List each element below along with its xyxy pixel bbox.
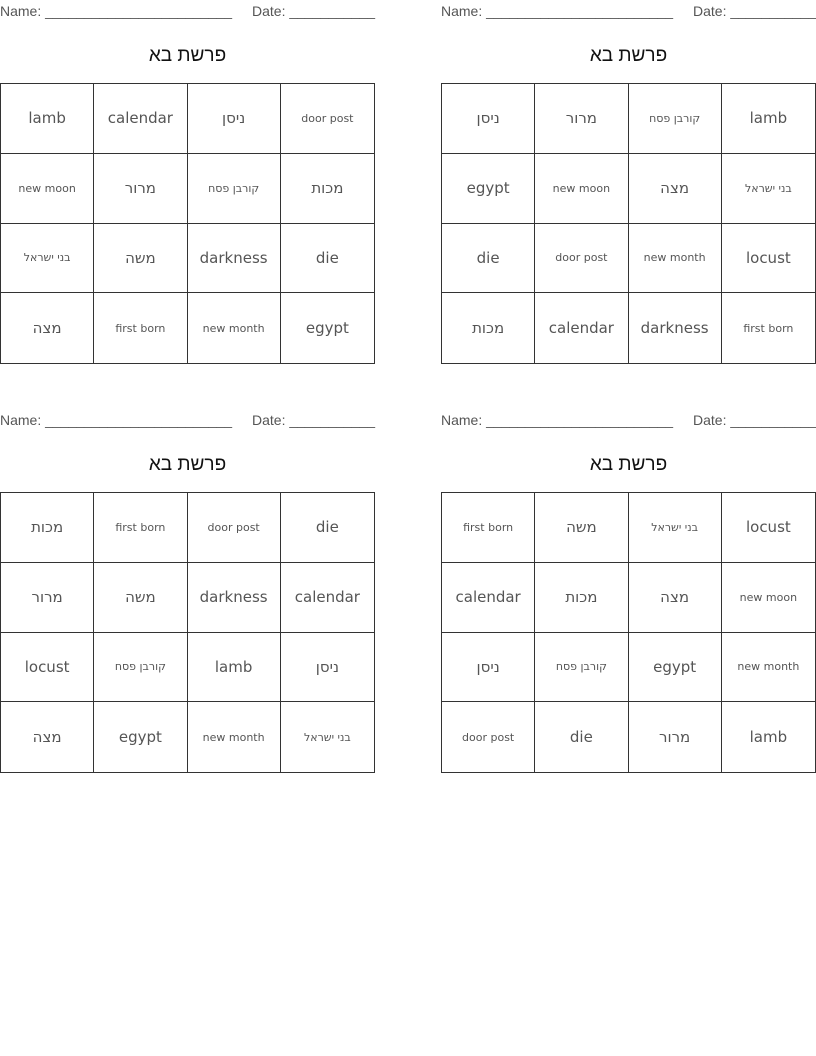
bingo-cell: locust	[722, 224, 815, 294]
bingo-cell: lamb	[722, 84, 815, 154]
card-title: פרשת בא	[148, 454, 227, 475]
bingo-cell: lamb	[188, 633, 281, 703]
bingo-cell: מרור	[535, 84, 628, 154]
bingo-cell: בני ישראל	[1, 224, 94, 294]
bingo-cell: first born	[743, 321, 794, 335]
bingo-cell: darkness	[629, 293, 722, 363]
bingo-cell: משה	[535, 493, 628, 563]
bingo-cell: darkness	[188, 224, 281, 294]
bingo-cell: calendar	[94, 84, 187, 154]
date-field-label: Date: ___________	[252, 412, 375, 428]
bingo-cell: new moon	[722, 563, 815, 633]
name-field-label: Name: ________________________	[0, 412, 232, 428]
bingo-cell: new moon	[535, 154, 628, 224]
bingo-cell: מצה	[1, 702, 94, 772]
bingo-cell: first born	[94, 493, 187, 563]
bingo-grid	[441, 83, 816, 364]
bingo-cell: קורבן פסח	[94, 633, 187, 703]
bingo-cell: ניסן	[281, 633, 374, 703]
bingo-grid	[0, 83, 375, 364]
bingo-cell: lamb	[1, 84, 94, 154]
bingo-cell: darkness	[188, 563, 281, 633]
bingo-cell: ניסן	[188, 84, 281, 154]
bingo-cell: new moon	[1, 154, 94, 224]
card-title: פרשת בא	[589, 45, 668, 66]
name-field-label: Name: ________________________	[441, 412, 673, 428]
name-field-label: Name: ________________________	[0, 3, 232, 19]
bingo-cell: egypt	[305, 319, 349, 338]
bingo-cell: מצה	[629, 563, 722, 633]
bingo-cell: משה	[94, 563, 187, 633]
bingo-cell: new month	[629, 224, 722, 294]
date-field-label: Date: ___________	[693, 412, 816, 428]
bingo-cell: lamb	[749, 728, 788, 747]
card-title: פרשת בא	[148, 45, 227, 66]
bingo-card-3	[0, 409, 375, 774]
bingo-cell: die	[281, 493, 374, 563]
bingo-cell: בני ישראל	[722, 154, 815, 224]
bingo-cell: locust	[722, 493, 815, 563]
bingo-cell: door post	[281, 84, 374, 154]
bingo-cell: die	[281, 224, 374, 294]
bingo-cell: משה	[94, 224, 187, 294]
name-field-label: Name: ________________________	[441, 3, 673, 19]
bingo-cell: egypt	[442, 154, 535, 224]
bingo-cell: קורבן פסח	[535, 633, 628, 703]
bingo-cell: calendar	[281, 563, 374, 633]
bingo-cell: קורבן פסח	[188, 154, 281, 224]
bingo-cell: door post	[535, 224, 628, 294]
bingo-cell: new month	[188, 293, 281, 363]
bingo-cell: door post	[188, 493, 281, 563]
bingo-cell: מרור	[94, 154, 187, 224]
bingo-cell: בני ישראל	[629, 493, 722, 563]
bingo-cell: first born	[94, 293, 187, 363]
bingo-cell: first born	[442, 493, 535, 563]
bingo-card-1	[0, 0, 375, 365]
bingo-cell: מכות	[281, 154, 374, 224]
bingo-cell: מכות	[1, 493, 94, 563]
bingo-card-4	[441, 409, 816, 774]
bingo-grid	[0, 492, 375, 773]
bingo-grid	[441, 492, 816, 773]
bingo-cell: egypt	[94, 702, 187, 772]
bingo-card-2	[441, 0, 816, 365]
bingo-cell: מכות	[535, 563, 628, 633]
date-field-label: Date: ___________	[252, 3, 375, 19]
card-title: פרשת בא	[589, 454, 668, 475]
bingo-cell: מצה	[1, 293, 94, 363]
bingo-cell: new month	[722, 633, 815, 703]
bingo-cell: egypt	[629, 633, 722, 703]
bingo-cell: locust	[1, 633, 94, 703]
bingo-cell: ניסן	[442, 84, 535, 154]
bingo-cell: calendar	[535, 293, 628, 363]
bingo-cell: die	[535, 702, 628, 772]
bingo-cell: מצה	[629, 154, 722, 224]
bingo-cell: calendar	[442, 563, 535, 633]
bingo-cell: ניסן	[442, 633, 535, 703]
bingo-cell: מרור	[629, 702, 722, 772]
bingo-cell: בני ישראל	[303, 730, 351, 744]
bingo-cell: die	[442, 224, 535, 294]
bingo-cell: מרור	[1, 563, 94, 633]
date-field-label: Date: ___________	[693, 3, 816, 19]
bingo-cell: מכות	[442, 293, 535, 363]
bingo-cell: קורבן פסח	[629, 84, 722, 154]
bingo-cell: door post	[442, 702, 535, 772]
bingo-cell: new month	[188, 702, 281, 772]
